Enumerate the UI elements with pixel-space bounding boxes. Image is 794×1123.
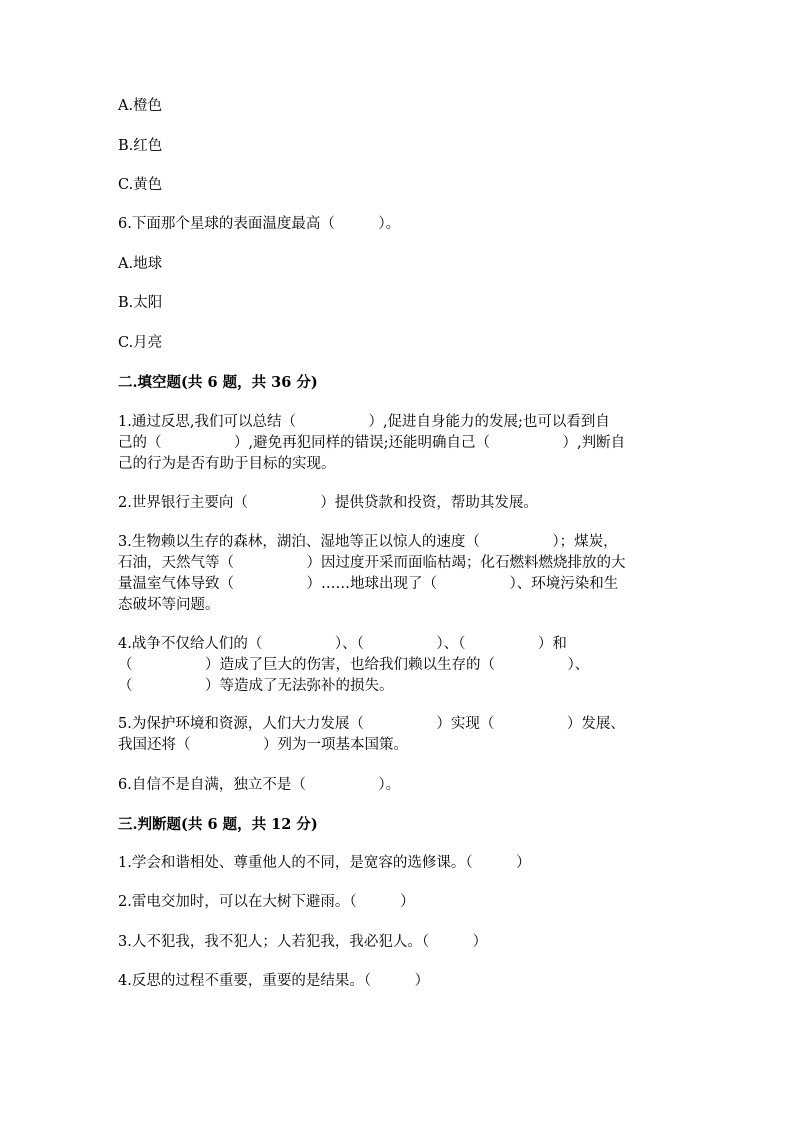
fill-q1-line-2: 己的（ ）,避免再犯同样的错误;还能明确自己（ ）,判断自 [118, 435, 626, 451]
q5-option-b: B.红色 [118, 138, 163, 154]
fill-q4-line-1: 4.战争不仅给人们的（ ）、（ ）、（ ）和 [118, 636, 567, 652]
judge-q2: 2.雷电交加时，可以在大树下避雨。（ ） [118, 894, 415, 910]
q5-option-c: C.黄色 [118, 177, 163, 193]
section-heading-true-false: 三.判断题(共 6 题，共 12 分) [118, 816, 318, 833]
fill-q5-line-2: 我国还将（ ）列为一项基本国策。 [118, 737, 408, 753]
fill-q1-line-3: 己的行为是否有助于目标的实现。 [118, 456, 336, 472]
fill-q1-line-1: 1.通过反思,我们可以总结（ ）,促进自身能力的发展;也可以看到自 [118, 414, 610, 430]
judge-q4: 4.反思的过程不重要，重要的是结果。（ ） [118, 973, 430, 989]
fill-q5-line-1: 5.为保护环境和资源，人们大力发展（ ）实现（ ）发展、 [118, 716, 625, 732]
judge-q3: 3.人不犯我，我不犯人；人若犯我，我必犯人。（ ） [118, 934, 488, 950]
fill-q3-line-3: 量温室气体导致（ ）……地球出现了（ ）、环境污染和生 [118, 576, 619, 592]
fill-q2-line-1: 2.世界银行主要向（ ）提供贷款和投资，帮助其发展。 [118, 495, 538, 511]
fill-q3-line-4: 态破坏等问题。 [118, 597, 220, 613]
fill-q6-line-1: 6.自信不是自满，独立不是（ ）。 [118, 777, 401, 793]
fill-q3-line-2: 石油，天然气等（ ）因过度开采而面临枯竭；化石燃料燃烧排放的大 [118, 555, 626, 571]
fill-q4-line-2: （ ）造成了巨大的伤害，也给我们赖以生存的（ ）、 [118, 657, 590, 673]
q6-option-a: A.地球 [118, 256, 163, 272]
judge-q1: 1.学会和谐相处、尊重他人的不同，是宽容的选修课。（ ） [118, 855, 531, 871]
q6-stem: 6.下面那个星球的表面温度最高（ ）。 [118, 216, 401, 232]
section-heading-fill-blank: 二.填空题(共 6 题，共 36 分) [118, 374, 318, 391]
q6-option-c: C.月亮 [118, 335, 163, 351]
fill-q4-line-3: （ ）等造成了无法弥补的损失。 [118, 678, 394, 694]
q6-option-b: B.太阳 [118, 295, 163, 311]
q5-option-a: A.橙色 [118, 98, 163, 114]
fill-q3-line-1: 3.生物赖以生存的森林，湖泊、湿地等正以惊人的速度（ ）；煤炭， [118, 534, 618, 550]
